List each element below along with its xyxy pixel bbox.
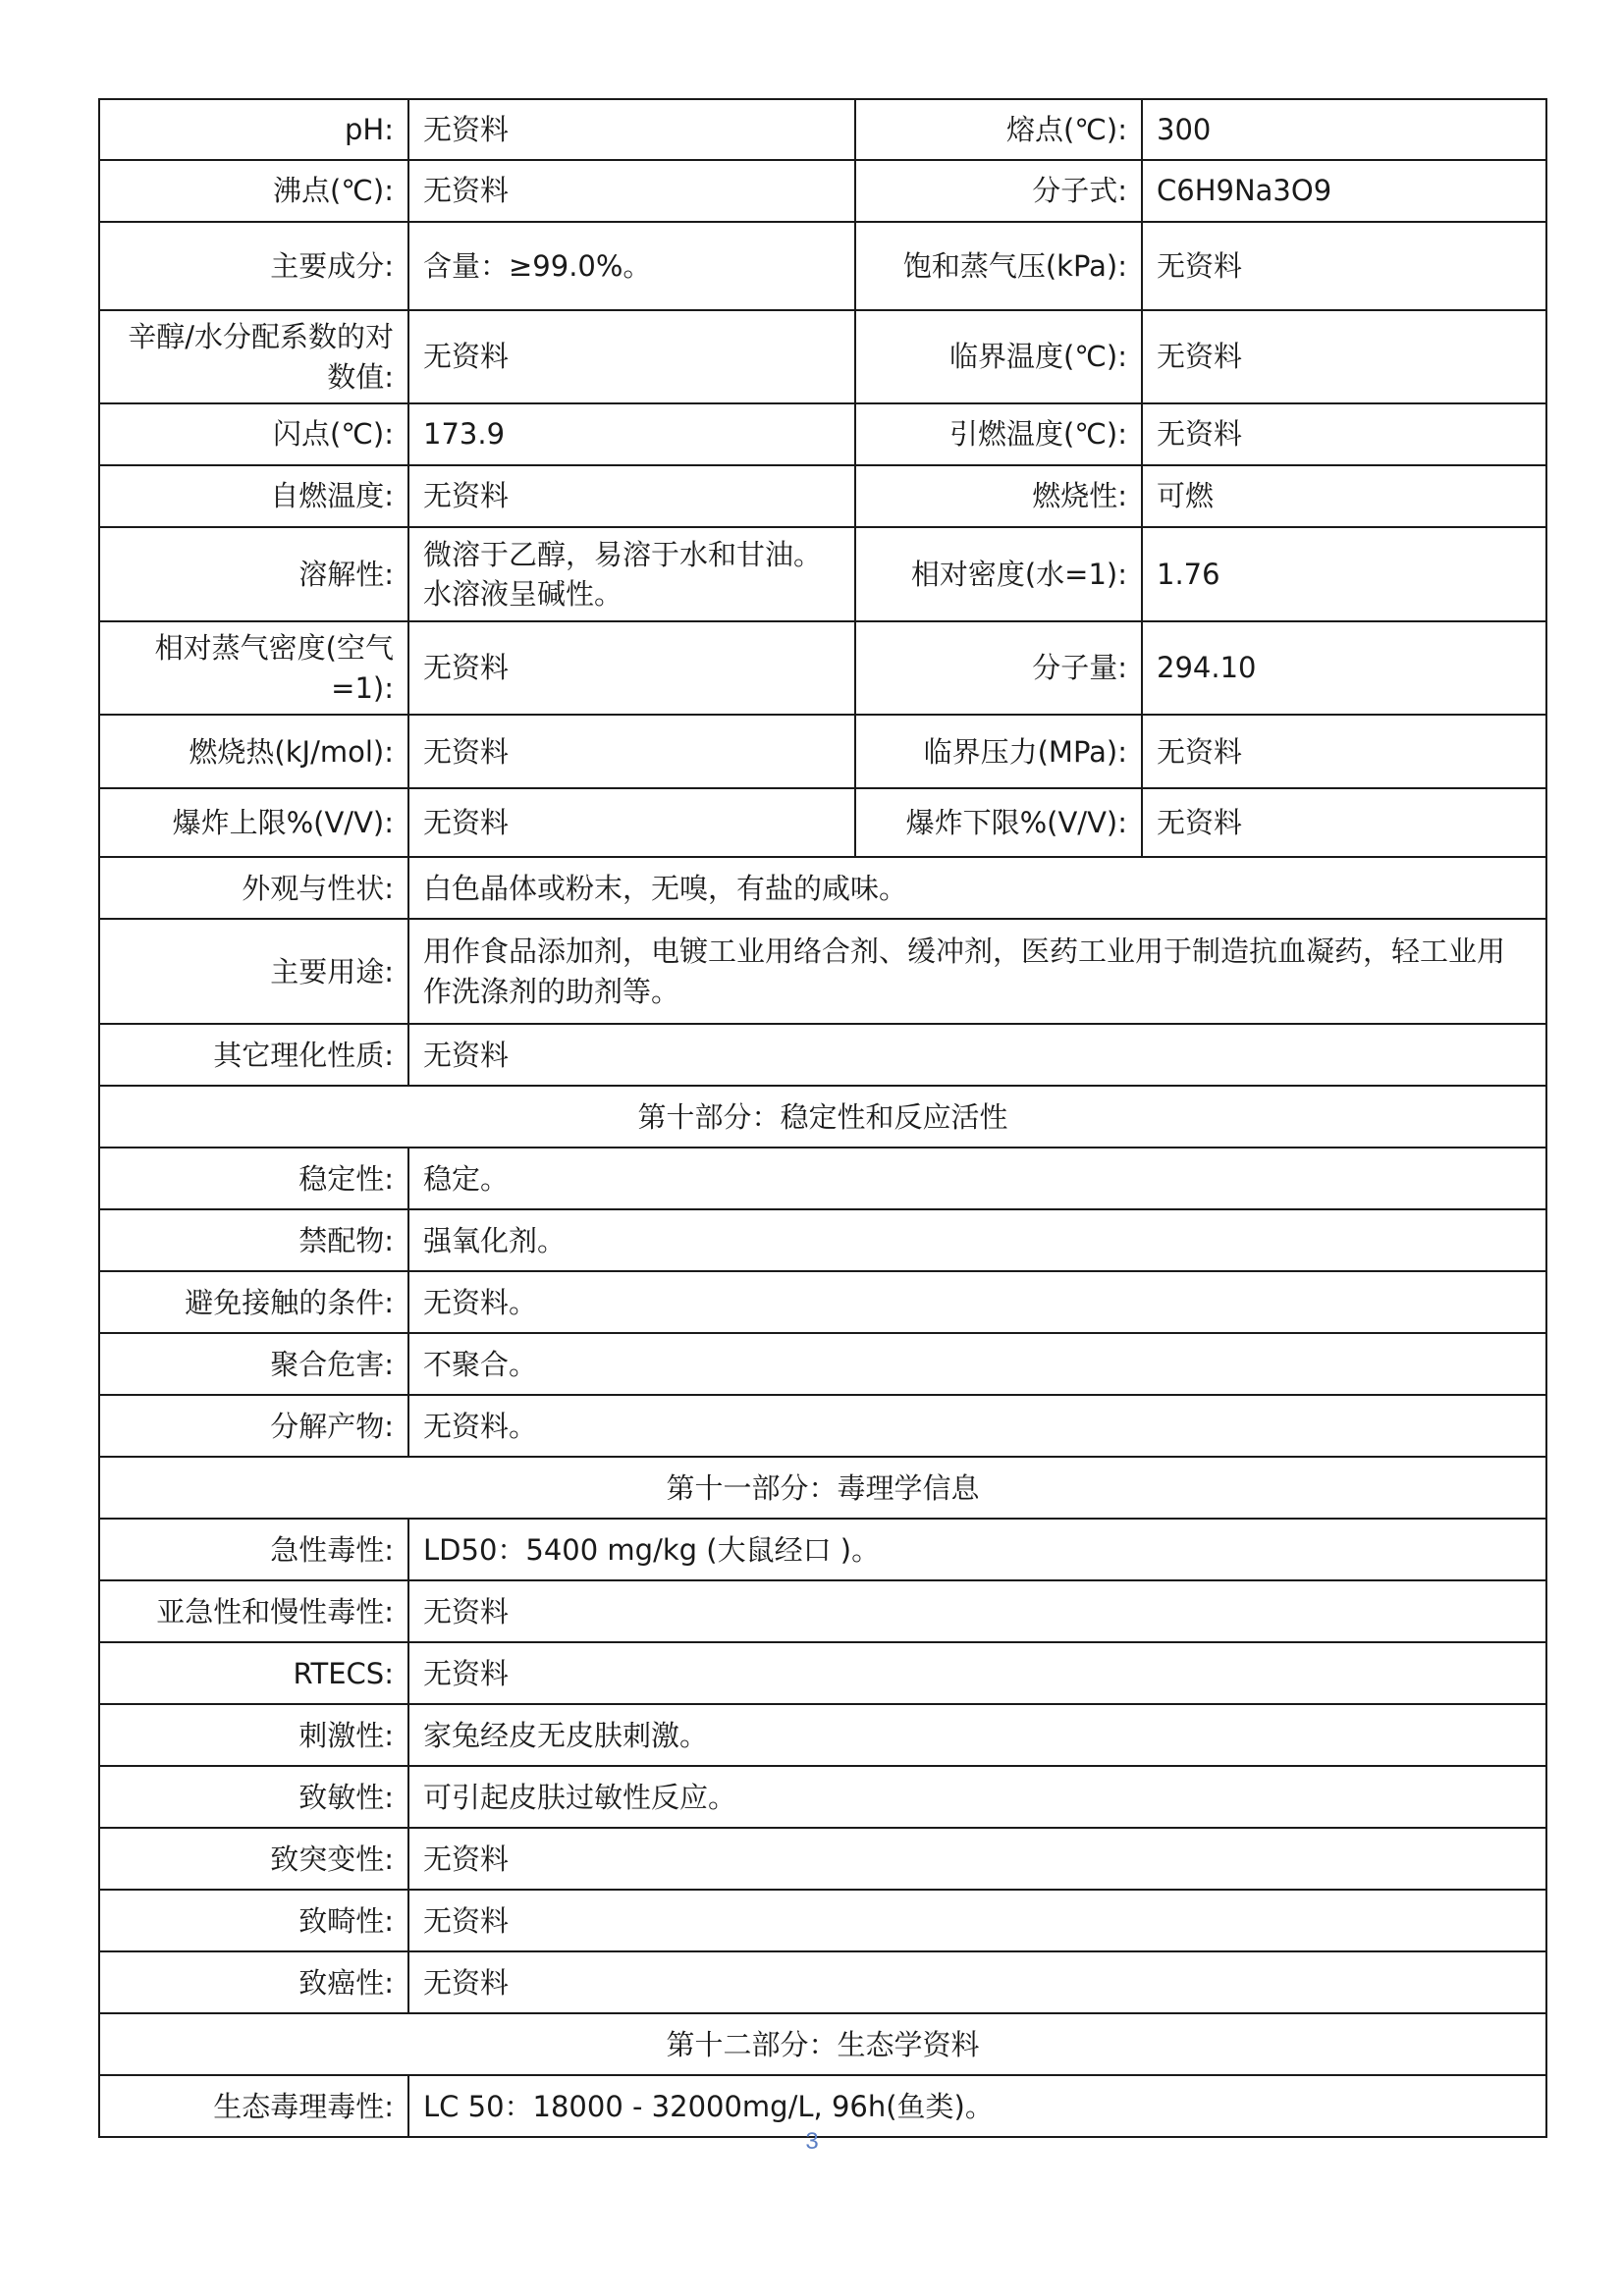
label-upper-explosive-limit: 爆炸上限%(V/V): — [99, 788, 408, 857]
value-combustion-heat: 无资料 — [408, 715, 855, 788]
section-10-title: 第十部分：稳定性和反应活性 — [99, 1086, 1546, 1148]
label-combustion-heat: 燃烧热(kJ/mol): — [99, 715, 408, 788]
value-irritation: 家兔经皮无皮肤刺激。 — [408, 1704, 1546, 1766]
table-row — [99, 1766, 1546, 1828]
table-row — [99, 1642, 1546, 1704]
section-header-row — [99, 1457, 1546, 1519]
value-flash-point: 173.9 — [408, 403, 855, 465]
section-header-row — [99, 1086, 1546, 1148]
label-other-properties: 其它理化性质: — [99, 1024, 408, 1086]
table-row — [99, 1271, 1546, 1333]
table-row — [99, 1209, 1546, 1271]
section-11-title: 第十一部分：毒理学信息 — [99, 1457, 1546, 1519]
value-stability: 稳定。 — [408, 1148, 1546, 1209]
table-row — [99, 527, 1546, 621]
label-irritation: 刺激性: — [99, 1704, 408, 1766]
table-row — [99, 1333, 1546, 1395]
label-main-component: 主要成分: — [99, 222, 408, 310]
label-appearance: 外观与性状: — [99, 857, 408, 919]
value-ecotoxicity: LC 50：18000 - 32000mg/L, 96h(鱼类)。 — [408, 2075, 1546, 2137]
table-row — [99, 310, 1546, 403]
value-acute-toxicity: LD50：5400 mg/kg (大鼠经口 )。 — [408, 1519, 1546, 1580]
label-acute-toxicity: 急性毒性: — [99, 1519, 408, 1580]
label-flash-point: 闪点(℃): — [99, 403, 408, 465]
label-molecular-weight: 分子量: — [855, 621, 1142, 715]
table-row — [99, 1890, 1546, 1951]
value-appearance: 白色晶体或粉末，无嗅，有盐的咸味。 — [408, 857, 1546, 919]
value-lower-explosive-limit: 无资料 — [1142, 788, 1546, 857]
value-other-properties: 无资料 — [408, 1024, 1546, 1086]
table-row — [99, 715, 1546, 788]
label-vapor-pressure: 饱和蒸气压(kPa): — [855, 222, 1142, 310]
value-main-component: 含量：≥99.0%。 — [408, 222, 855, 310]
table-row — [99, 1519, 1546, 1580]
value-critical-temp: 无资料 — [1142, 310, 1546, 403]
table-row — [99, 465, 1546, 527]
label-critical-temp: 临界温度(℃): — [855, 310, 1142, 403]
label-stability: 稳定性: — [99, 1148, 408, 1209]
table-row — [99, 160, 1546, 222]
label-ecotoxicity: 生态毒理毒性: — [99, 2075, 408, 2137]
value-formula: C6H9Na3O9 — [1142, 160, 1546, 222]
section-12-title: 第十二部分：生态学资料 — [99, 2013, 1546, 2075]
label-ignition-temp: 引燃温度(℃): — [855, 403, 1142, 465]
value-vapor-density: 无资料 — [408, 621, 855, 715]
table-row — [99, 1704, 1546, 1766]
label-carcinogenicity: 致癌性: — [99, 1951, 408, 2013]
table-row — [99, 1951, 1546, 2013]
label-relative-density: 相对密度(水=1): — [855, 527, 1142, 621]
page-number: 3 — [805, 2128, 819, 2155]
value-upper-explosive-limit: 无资料 — [408, 788, 855, 857]
label-boiling-point: 沸点(℃): — [99, 160, 408, 222]
value-decomposition: 无资料。 — [408, 1395, 1546, 1457]
label-polymerization: 聚合危害: — [99, 1333, 408, 1395]
label-incompatible: 禁配物: — [99, 1209, 408, 1271]
value-melting-point: 300 — [1142, 99, 1546, 160]
value-critical-pressure: 无资料 — [1142, 715, 1546, 788]
value-molecular-weight: 294.10 — [1142, 621, 1546, 715]
value-ph: 无资料 — [408, 99, 855, 160]
msds-table — [98, 98, 1547, 2138]
table-row — [99, 1395, 1546, 1457]
table-row — [99, 1580, 1546, 1642]
label-mutagenicity: 致突变性: — [99, 1828, 408, 1890]
label-decomposition: 分解产物: — [99, 1395, 408, 1457]
value-mutagenicity: 无资料 — [408, 1828, 1546, 1890]
label-melting-point: 熔点(℃): — [855, 99, 1142, 160]
value-relative-density: 1.76 — [1142, 527, 1546, 621]
value-vapor-pressure: 无资料 — [1142, 222, 1546, 310]
label-solubility: 溶解性: — [99, 527, 408, 621]
label-main-use: 主要用途: — [99, 919, 408, 1024]
value-teratogenicity: 无资料 — [408, 1890, 1546, 1951]
label-critical-pressure: 临界压力(MPa): — [855, 715, 1142, 788]
value-boiling-point: 无资料 — [408, 160, 855, 222]
table-row — [99, 403, 1546, 465]
label-autoignition: 自燃温度: — [99, 465, 408, 527]
label-rtecs: RTECS: — [99, 1642, 408, 1704]
value-carcinogenicity: 无资料 — [408, 1951, 1546, 2013]
value-chronic-toxicity: 无资料 — [408, 1580, 1546, 1642]
table-row — [99, 621, 1546, 715]
value-ignition-temp: 无资料 — [1142, 403, 1546, 465]
table-row — [99, 919, 1546, 1024]
value-main-use: 用作食品添加剂，电镀工业用络合剂、缓冲剂，医药工业用于制造抗血凝药，轻工业用作洗涤剂的助剂等。 — [408, 919, 1546, 1024]
value-flammability: 可燃 — [1142, 465, 1546, 527]
table-row — [99, 222, 1546, 310]
label-sensitization: 致敏性: — [99, 1766, 408, 1828]
value-incompatible: 强氧化剂。 — [408, 1209, 1546, 1271]
value-solubility: 微溶于乙醇，易溶于水和甘油。水溶液呈碱性。 — [408, 527, 855, 621]
label-formula: 分子式: — [855, 160, 1142, 222]
table-row — [99, 99, 1546, 160]
label-conditions-to-avoid: 避免接触的条件: — [99, 1271, 408, 1333]
value-rtecs: 无资料 — [408, 1642, 1546, 1704]
table-row — [99, 1828, 1546, 1890]
value-autoignition: 无资料 — [408, 465, 855, 527]
value-polymerization: 不聚合。 — [408, 1333, 1546, 1395]
label-lower-explosive-limit: 爆炸下限%(V/V): — [855, 788, 1142, 857]
table-row — [99, 788, 1546, 857]
label-chronic-toxicity: 亚急性和慢性毒性: — [99, 1580, 408, 1642]
label-teratogenicity: 致畸性: — [99, 1890, 408, 1951]
label-ph: pH: — [99, 99, 408, 160]
value-conditions-to-avoid: 无资料。 — [408, 1271, 1546, 1333]
table-row — [99, 1148, 1546, 1209]
value-sensitization: 可引起皮肤过敏性反应。 — [408, 1766, 1546, 1828]
label-log-kow: 辛醇/水分配系数的对数值: — [99, 310, 408, 403]
label-vapor-density: 相对蒸气密度(空气=1): — [99, 621, 408, 715]
value-log-kow: 无资料 — [408, 310, 855, 403]
table-row — [99, 857, 1546, 919]
section-header-row — [99, 2013, 1546, 2075]
label-flammability: 燃烧性: — [855, 465, 1142, 527]
table-row — [99, 1024, 1546, 1086]
